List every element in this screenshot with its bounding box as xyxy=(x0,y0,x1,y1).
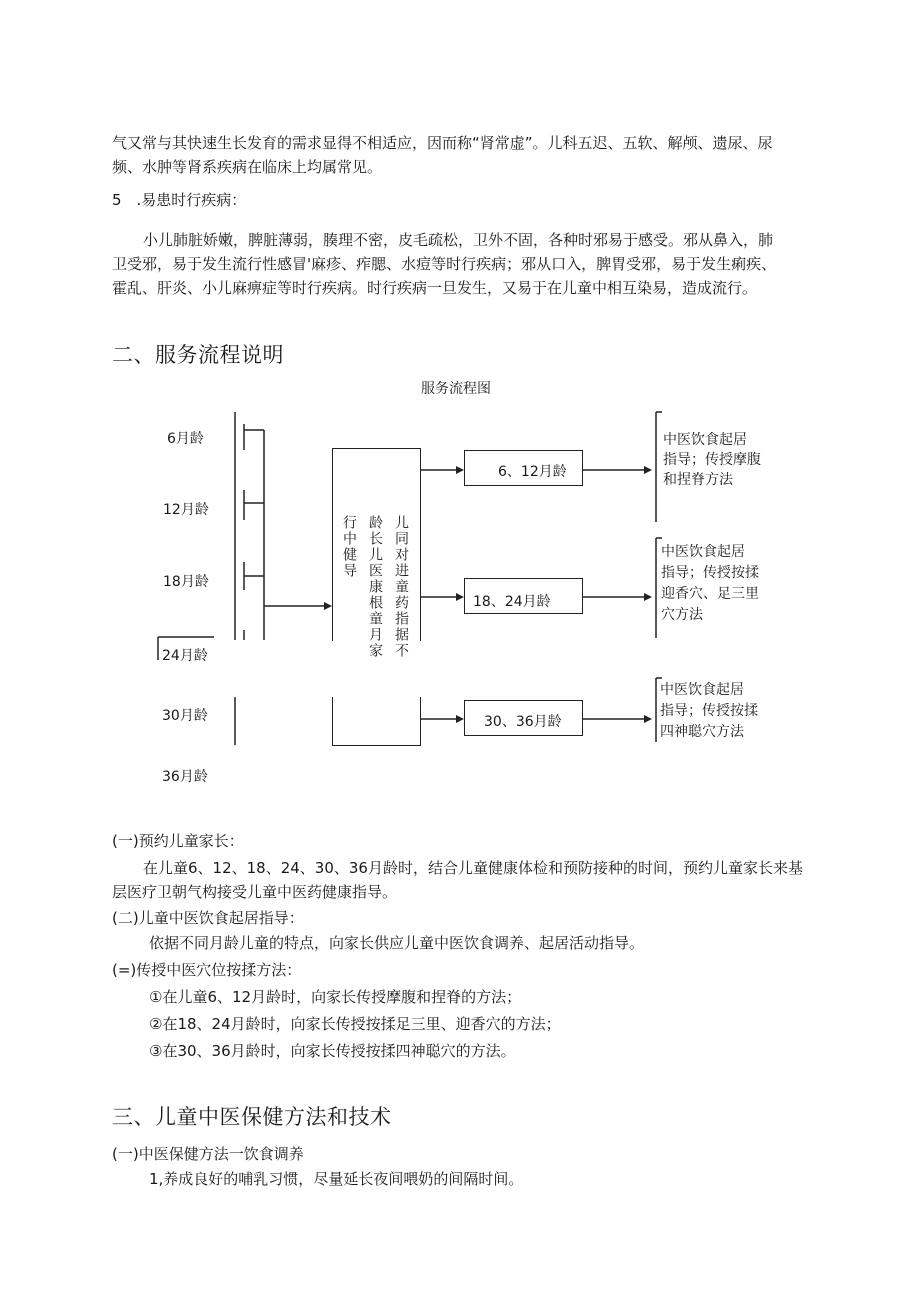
group-label-18-24: 18、24月龄 xyxy=(473,594,551,610)
item5-line-2: 卫受邪，易于发生流行性感冒'麻疹、痄腮、水痘等时行疾病；邪从口入，脾胃受邪，易于发生痢疾、 xyxy=(112,255,777,273)
age-label-6: 6月龄 xyxy=(167,431,204,447)
outcome-3-line-1: 中医饮食起居 xyxy=(660,682,744,698)
center-process-box xyxy=(332,448,421,659)
flowchart-title: 服务流程图 xyxy=(421,381,491,397)
item5-heading: 5 .易患时行疾病： xyxy=(112,191,247,209)
sub3-item-3: ③在30、36月龄时，向家长传授按揉四神聪穴的方法。 xyxy=(149,1042,516,1060)
sub2-title: (二)儿童中医饮食起居指导： xyxy=(112,909,304,927)
group-box-30-36 xyxy=(464,700,583,736)
group-label-6-12: 6、12月龄 xyxy=(498,464,567,480)
section3-sub1-title: (一)中医保健方法一饮食调养 xyxy=(112,1145,304,1163)
sub2-line-1: 依据不同月龄儿童的特点，向家长供应儿童中医饮食调养、起居活动指导。 xyxy=(149,934,645,952)
outcome-3 xyxy=(660,680,758,743)
item5-line-1: 小儿肺脏娇嫩，脾脏薄弱，腠理不密，皮毛疏松，卫外不固，各种时邪易于感受。邪从鼻入，肺 xyxy=(143,231,774,249)
section3-item-1: 1,养成良好的哺乳习惯，尽量延长夜间喂奶的间隔时间。 xyxy=(149,1170,524,1188)
sub3-item-1: ①在儿童6、12月龄时，向家长传授摩腹和捏脊的方法； xyxy=(149,988,522,1006)
age-label-18: 18月龄 xyxy=(163,574,209,590)
outcome-2-line-3: 迎香穴、足三里 xyxy=(661,586,759,602)
sub1-title: (一)预约儿童家长： xyxy=(112,832,244,850)
group-box-6-12 xyxy=(464,450,583,486)
age-label-24: 24月龄 xyxy=(162,648,208,664)
outcome-1-line-2: 指导；传授摩腹 xyxy=(663,452,761,468)
intro-line-1: 气又常与其快速生长发育的需求显得不相适应，因而称“肾常虚”。儿科五迟、五软、解颅、遗尿、尿 xyxy=(112,134,773,152)
outcome-2-line-2: 指导；传授按揉 xyxy=(661,565,759,581)
sub3-title: (=)传授中医穴位按揉方法： xyxy=(112,961,302,979)
outcome-3-line-3: 四神聪穴方法 xyxy=(660,724,744,740)
item5-line-3: 霍乱、肝炎、小儿麻痹症等时行疾病。时行疾病一旦发生，又易于在儿童中相互染易，造成流行。 xyxy=(112,279,758,297)
center-text-col-1: 儿同对进童药指据不 xyxy=(393,515,409,659)
section2-title: 二、服务流程说明 xyxy=(112,343,284,367)
group-box-18-24 xyxy=(464,578,583,614)
center-text-col-2: 龄长儿医康根童月家 xyxy=(367,515,383,659)
outcome-1-line-1: 中医饮食起居 xyxy=(663,432,747,448)
outcome-1-line-3: 和捏脊方法 xyxy=(663,472,733,488)
sub1-line-2: 层医疗卫朝气构接受儿童中医药健康指导。 xyxy=(112,883,398,901)
age-label-36: 36月龄 xyxy=(162,769,208,785)
outcome-2-line-4: 穴方法 xyxy=(661,607,703,623)
age-label-30: 30月龄 xyxy=(162,708,208,724)
sub1-line-1: 在儿童6、12、18、24、30、36月龄时，结合儿童健康体检和预防接种的时间，预约儿童家长来基 xyxy=(143,859,803,877)
outcome-3-line-2: 指导；传授按揉 xyxy=(660,703,758,719)
outcome-2 xyxy=(661,542,759,626)
center-process-box-lower xyxy=(332,697,421,746)
outcome-1 xyxy=(663,430,761,490)
group-label-30-36: 30、36月龄 xyxy=(484,714,562,730)
center-text-col-3: 行中健导 xyxy=(341,515,357,579)
intro-line-2: 频、水肿等肾系疾病在临床上均属常见。 xyxy=(112,158,383,176)
section3-title: 三、儿童中医保健方法和技术 xyxy=(112,1105,392,1129)
sub3-item-2: ②在18、24月龄时，向家长传授按揉足三里、迎香穴的方法； xyxy=(149,1015,561,1033)
outcome-2-line-1: 中医饮食起居 xyxy=(661,544,745,560)
age-label-12: 12月龄 xyxy=(163,502,209,518)
